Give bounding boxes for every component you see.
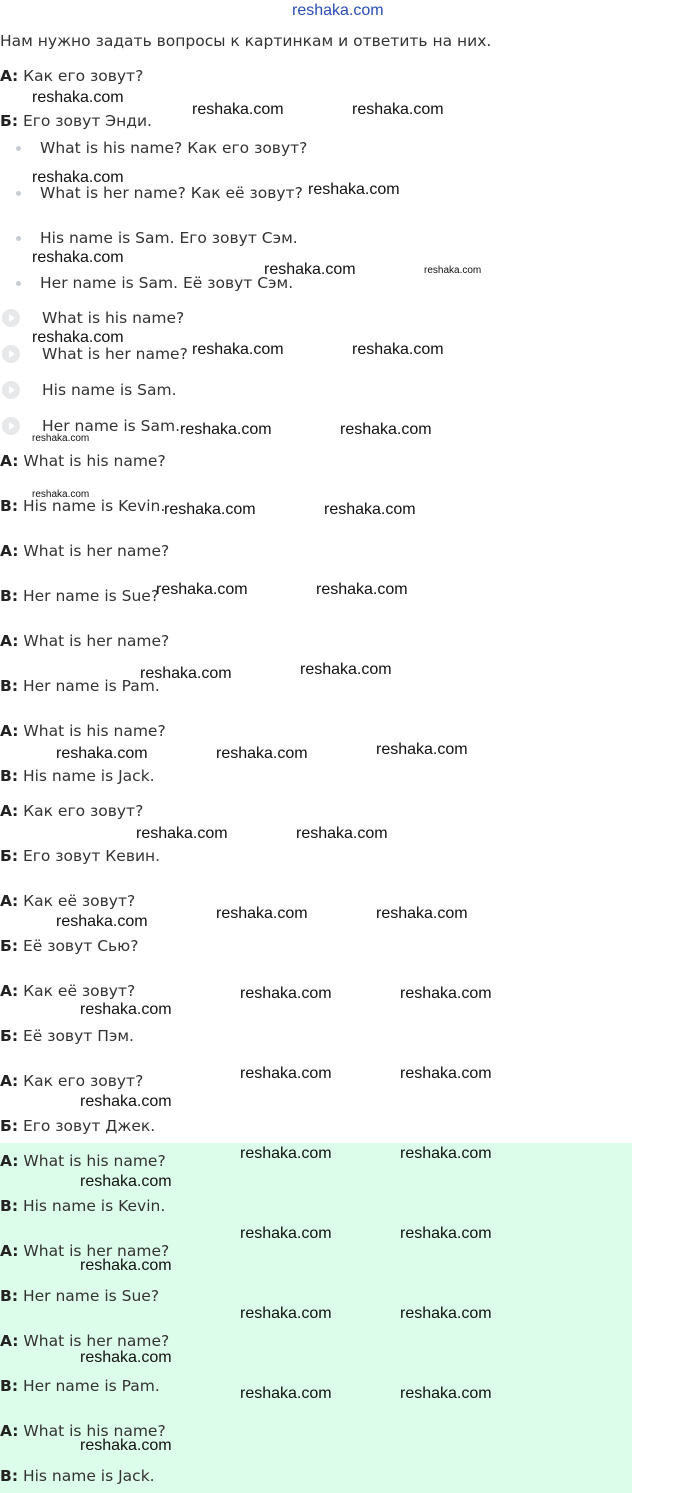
watermark: reshaka.com (80, 1001, 172, 1018)
dialog-line (0, 676, 160, 696)
dialog-line (0, 586, 159, 606)
dialog-line (0, 981, 135, 1001)
dialog-line (0, 111, 152, 131)
dialog-line (0, 541, 169, 561)
watermark: reshaka.com (400, 1145, 492, 1162)
watermark: reshaka.com (340, 421, 432, 438)
speaker-label: A: (0, 1422, 19, 1440)
speaker-label: А: (0, 67, 19, 85)
watermark: reshaka.com (32, 489, 90, 500)
watermark: reshaka.com (164, 501, 256, 518)
watermark: reshaka.com (308, 181, 400, 198)
speaker-label: A: (0, 632, 19, 650)
watermark: reshaka.com (296, 825, 388, 842)
speaker-label: A: (0, 452, 19, 470)
speaker-label: B: (0, 1197, 19, 1215)
watermark: reshaka.com (32, 89, 124, 106)
watermark: reshaka.com (32, 169, 124, 186)
line-text: What is her name? (23, 542, 170, 560)
speaker-label: B: (0, 1377, 19, 1395)
line-text: What is her name? (23, 1242, 170, 1260)
dialog-line (0, 891, 135, 911)
bullet-icon (16, 146, 21, 151)
watermark: reshaka.com (56, 745, 148, 762)
watermark: reshaka.com (316, 581, 408, 598)
answer-line (0, 1151, 166, 1171)
watermark: reshaka.com (80, 1257, 172, 1274)
line-text: What is his name? (23, 722, 166, 740)
watermark: reshaka.com (376, 741, 468, 758)
line-text: Её зовут Сью? (22, 937, 139, 955)
speaker-label: Б: (0, 937, 19, 955)
watermark: reshaka.com (424, 265, 482, 276)
watermark: reshaka.com (240, 1145, 332, 1162)
speaker-label: B: (0, 1287, 19, 1305)
dialog-line (0, 801, 143, 821)
watermark: reshaka.com (180, 421, 272, 438)
watermark: reshaka.com (264, 261, 356, 278)
answer-line (0, 1331, 169, 1351)
dialog-line (0, 1116, 155, 1136)
line-text: His name is Kevin. (22, 497, 166, 515)
line-text: Её зовут Пэм. (22, 1027, 134, 1045)
watermark: reshaka.com (240, 1305, 332, 1322)
watermark: reshaka.com (300, 661, 392, 678)
answer-line (0, 1466, 155, 1486)
line-text: What is her name? (23, 1332, 170, 1350)
watermark: reshaka.com (32, 329, 124, 346)
dialog-line (0, 766, 155, 786)
speaker-label: Б: (0, 1117, 19, 1135)
watermark: reshaka.com (32, 249, 124, 266)
line-text: What is his name? (23, 452, 166, 470)
speaker-label: А: (0, 802, 19, 820)
watermark: reshaka.com (400, 1225, 492, 1242)
audio-play-icon[interactable] (2, 345, 20, 363)
line-text: Как его зовут? (23, 67, 144, 85)
watermark: reshaka.com (136, 825, 228, 842)
dialog-line (0, 1071, 143, 1091)
dialog-line (0, 66, 143, 86)
site-watermark-header: reshaka.com (292, 2, 384, 19)
line-text: Как его зовут? (23, 1072, 144, 1090)
dialog-line (0, 936, 138, 956)
audio-line: What is her name? (42, 345, 188, 363)
line-text: Как его зовут? (23, 802, 144, 820)
watermark: reshaka.com (324, 501, 416, 518)
bullet-icon (16, 236, 21, 241)
bullet-icon (16, 281, 21, 286)
watermark: reshaka.com (400, 985, 492, 1002)
intro-text: Нам нужно задать вопросы к картинкам и ответить на них. (0, 32, 492, 50)
speaker-label: А: (0, 982, 19, 1000)
speaker-label: B: (0, 767, 19, 785)
line-text: What is his name? (23, 1152, 166, 1170)
watermark: reshaka.com (240, 1065, 332, 1082)
watermark: reshaka.com (192, 101, 284, 118)
speaker-label: A: (0, 1242, 19, 1260)
watermark: reshaka.com (240, 1385, 332, 1402)
watermark: reshaka.com (352, 341, 444, 358)
line-text: What is his name? (23, 1422, 166, 1440)
watermark: reshaka.com (80, 1093, 172, 1110)
audio-play-icon[interactable] (2, 381, 20, 399)
line-text: Her name is Sue? (22, 1287, 160, 1305)
watermark: reshaka.com (216, 905, 308, 922)
watermark: reshaka.com (400, 1305, 492, 1322)
watermark: reshaka.com (140, 665, 232, 682)
watermark: reshaka.com (56, 913, 148, 930)
speaker-label: Б: (0, 112, 19, 130)
watermark: reshaka.com (156, 581, 248, 598)
speaker-label: B: (0, 1467, 19, 1485)
speaker-label: A: (0, 542, 19, 560)
answer-line (0, 1196, 165, 1216)
speaker-label: Б: (0, 1027, 19, 1045)
audio-play-icon[interactable] (2, 309, 20, 327)
speaker-label: А: (0, 1072, 19, 1090)
speaker-label: A: (0, 1332, 19, 1350)
watermark: reshaka.com (80, 1173, 172, 1190)
speaker-label: B: (0, 497, 19, 515)
audio-play-icon[interactable] (2, 417, 20, 435)
watermark: reshaka.com (216, 745, 308, 762)
speaker-label: Б: (0, 847, 19, 865)
line-text: Her name is Pam. (22, 677, 160, 695)
watermark: reshaka.com (32, 433, 90, 444)
line-text: Her name is Pam. (22, 1377, 160, 1395)
line-text: His name is Kevin. (22, 1197, 166, 1215)
line-text: His name is Jack. (22, 1467, 155, 1485)
watermark: reshaka.com (192, 341, 284, 358)
bullet-icon (16, 191, 21, 196)
line-text: Его зовут Кевин. (22, 847, 161, 865)
line-text: Her name is Sue? (22, 587, 160, 605)
bullet-item: His name is Sam. Его зовут Сэм. (40, 229, 298, 247)
answer-line (0, 1376, 160, 1396)
watermark: reshaka.com (80, 1437, 172, 1454)
line-text: What is her name? (23, 632, 170, 650)
dialog-line (0, 721, 166, 741)
line-text: Как её зовут? (23, 892, 136, 910)
watermark: reshaka.com (240, 985, 332, 1002)
bullet-item: What is his name? Как его зовут? (40, 139, 308, 157)
speaker-label: А: (0, 892, 19, 910)
line-text: Как её зовут? (23, 982, 136, 1000)
speaker-label: B: (0, 587, 19, 605)
watermark: reshaka.com (240, 1225, 332, 1242)
audio-line: His name is Sam. (42, 381, 177, 399)
watermark: reshaka.com (400, 1385, 492, 1402)
line-text: Его зовут Джек. (22, 1117, 156, 1135)
dialog-line (0, 1026, 134, 1046)
watermark: reshaka.com (400, 1065, 492, 1082)
watermark: reshaka.com (80, 1349, 172, 1366)
watermark: reshaka.com (376, 905, 468, 922)
line-text: His name is Jack. (22, 767, 155, 785)
dialog-line (0, 631, 169, 651)
line-text: Его зовут Энди. (22, 112, 152, 130)
audio-line: Her name is Sam. (42, 417, 181, 435)
bullet-item: What is her name? Как её зовут? (40, 184, 303, 202)
audio-line: What is his name? (42, 309, 185, 327)
dialog-line (0, 451, 166, 471)
speaker-label: A: (0, 1152, 19, 1170)
speaker-label: A: (0, 722, 19, 740)
watermark: reshaka.com (352, 101, 444, 118)
answer-line (0, 1286, 159, 1306)
dialog-line (0, 846, 160, 866)
speaker-label: B: (0, 677, 19, 695)
bullet-item: Her name is Sam. Её зовут Сэм. (40, 274, 294, 292)
